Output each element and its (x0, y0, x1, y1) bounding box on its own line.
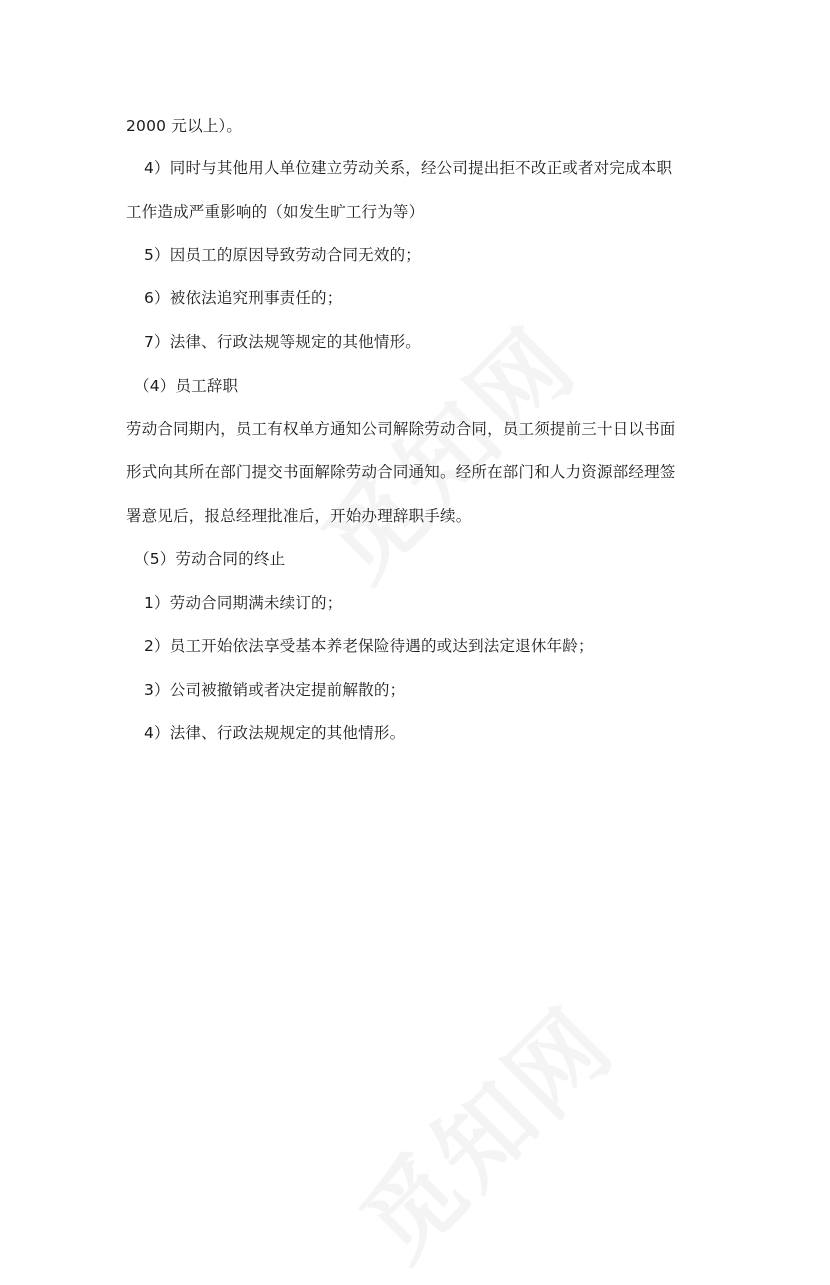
list-item: 6）被依法追究刑事责任的； (144, 289, 343, 307)
text-line: 工作造成严重影响的（如发生旷工行为等） (126, 203, 425, 221)
text-line: 2000 元以上）。 (126, 117, 243, 135)
paragraph-line: 形式向其所在部门提交书面解除劳动合同通知。经所在部门和人力资源部经理签 (126, 463, 676, 481)
watermark (326, 972, 639, 1285)
list-item: 2）员工开始依法享受基本养老保险待遇的或达到法定退休年龄； (144, 637, 594, 655)
paragraph-line: 劳动合同期内，员工有权单方通知公司解除劳动合同，员工须提前三十日以书面 (126, 420, 676, 438)
list-item: 5）因员工的原因导致劳动合同无效的； (144, 246, 421, 264)
section-heading: （4）员工辞职 (134, 377, 239, 395)
list-item: 4）法律、行政法规规定的其他情形。 (144, 724, 406, 742)
list-item: 3）公司被撤销或者决定提前解散的； (144, 681, 406, 699)
list-item: 4）同时与其他用人单位建立劳动关系，经公司提出拒不改正或者对完成本职 (144, 159, 673, 177)
list-item: 7）法律、行政法规等规定的其他情形。 (144, 333, 421, 351)
list-item: 1）劳动合同期满未续订的； (144, 594, 343, 612)
paragraph-line: 署意见后，报总经理批准后，开始办理辞职手续。 (126, 507, 472, 525)
section-heading: （5）劳动合同的终止 (134, 550, 286, 568)
